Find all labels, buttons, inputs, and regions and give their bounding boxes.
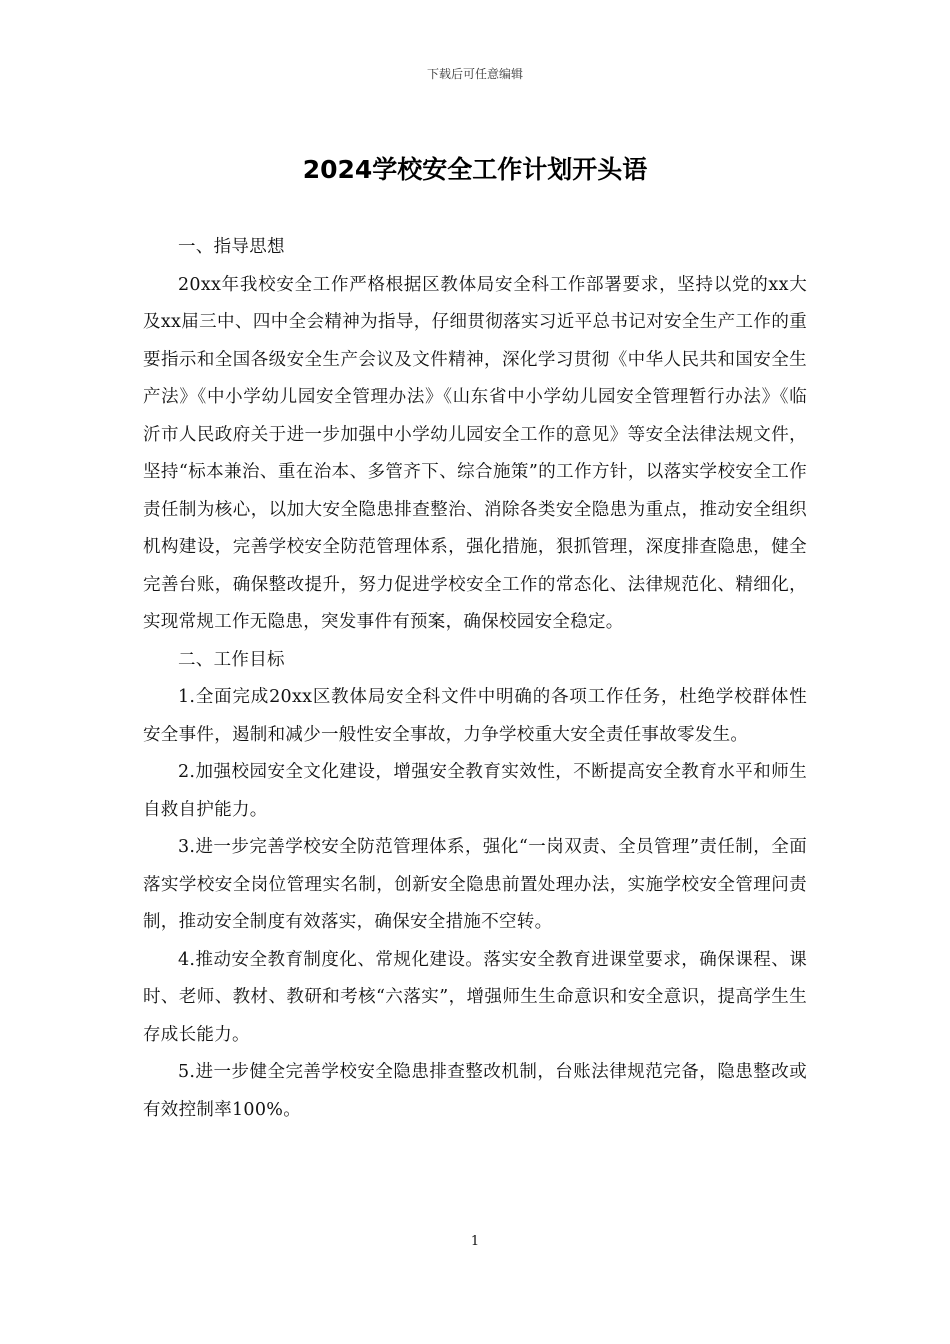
page-number: 1: [470, 1234, 480, 1249]
goal-item-4: 4.推动安全教育制度化、常规化建设。落实安全教育进课堂要求，确保课程、课时、老师、教材、教研和考核“六落实”，增强师生生命意识和安全意识，提高学生生存成长能力。: [143, 949, 807, 1045]
goal-item-3: 3.进一步完善学校安全防范管理体系，强化“一岗双责、全员管理”责任制，全面落实学校安全岗位管理实名制，创新安全隐患前置处理办法，实施学校安全管理问责制，推动安全制度有效落实，确保安全措施不空转。: [143, 837, 807, 932]
section-heading-work-goals: 二、工作目标: [178, 649, 285, 670]
goal-item-1: 1.全面完成20xx区教体局安全科文件中明确的各项工作任务，杜绝学校群体性安全事件，遏制和减少一般性安全事故，力争学校重大安全责任事故零发生。: [143, 687, 807, 745]
header-note: 下载后可任意编辑: [426, 67, 523, 81]
goal-item-2: 2.加强校园安全文化建设，增强安全教育实效性，不断提高安全教育水平和师生自救自护能力。: [143, 762, 807, 820]
document-body: [143, 229, 807, 1129]
section-heading-guiding-ideology: 一、指导思想: [178, 237, 285, 257]
goal-item-5: 5.进一步健全完善学校安全隐患排查整改机制，台账法律规范完备，隐患整改或有效控制率100%。: [143, 1062, 807, 1120]
paragraph-guiding-ideology: 20xx年我校安全工作严格根据区教体局安全科工作部署要求，坚持以党的xx大及xx届三中、四中全会精神为指导，仔细贯彻落实习近平总书记对安全生产工作的重要指示和全国各级安全生产会议及文件精神，深化学习贯彻《中华人民共和国安全生产法》《中小学幼儿园安全管理办法》《山东省中小学幼儿园安全管理暂行办法》《临沂市人民政府关于进一步加强中小学幼儿园安全工作的意见》等安全法律法规文件，坚持“标本兼治、重在治本、多管齐下、综合施策”的工作方针，以落实学校安全工作责任制为核心，以加大安全隐患排查整治、消除各类安全隐患为重点，推动安全组织机构建设，完善学校安全防范管理体系，强化措施，狠抓管理，深度排查隐患，健全完善台账，确保整改提升，努力促进学校安全工作的常态化、法律规范化、精细化，实现常规工作无隐患，突发事件有预案，确保校园安全稳定。: [143, 274, 807, 632]
document-title: 2024学校安全工作计划开头语: [302, 155, 648, 184]
